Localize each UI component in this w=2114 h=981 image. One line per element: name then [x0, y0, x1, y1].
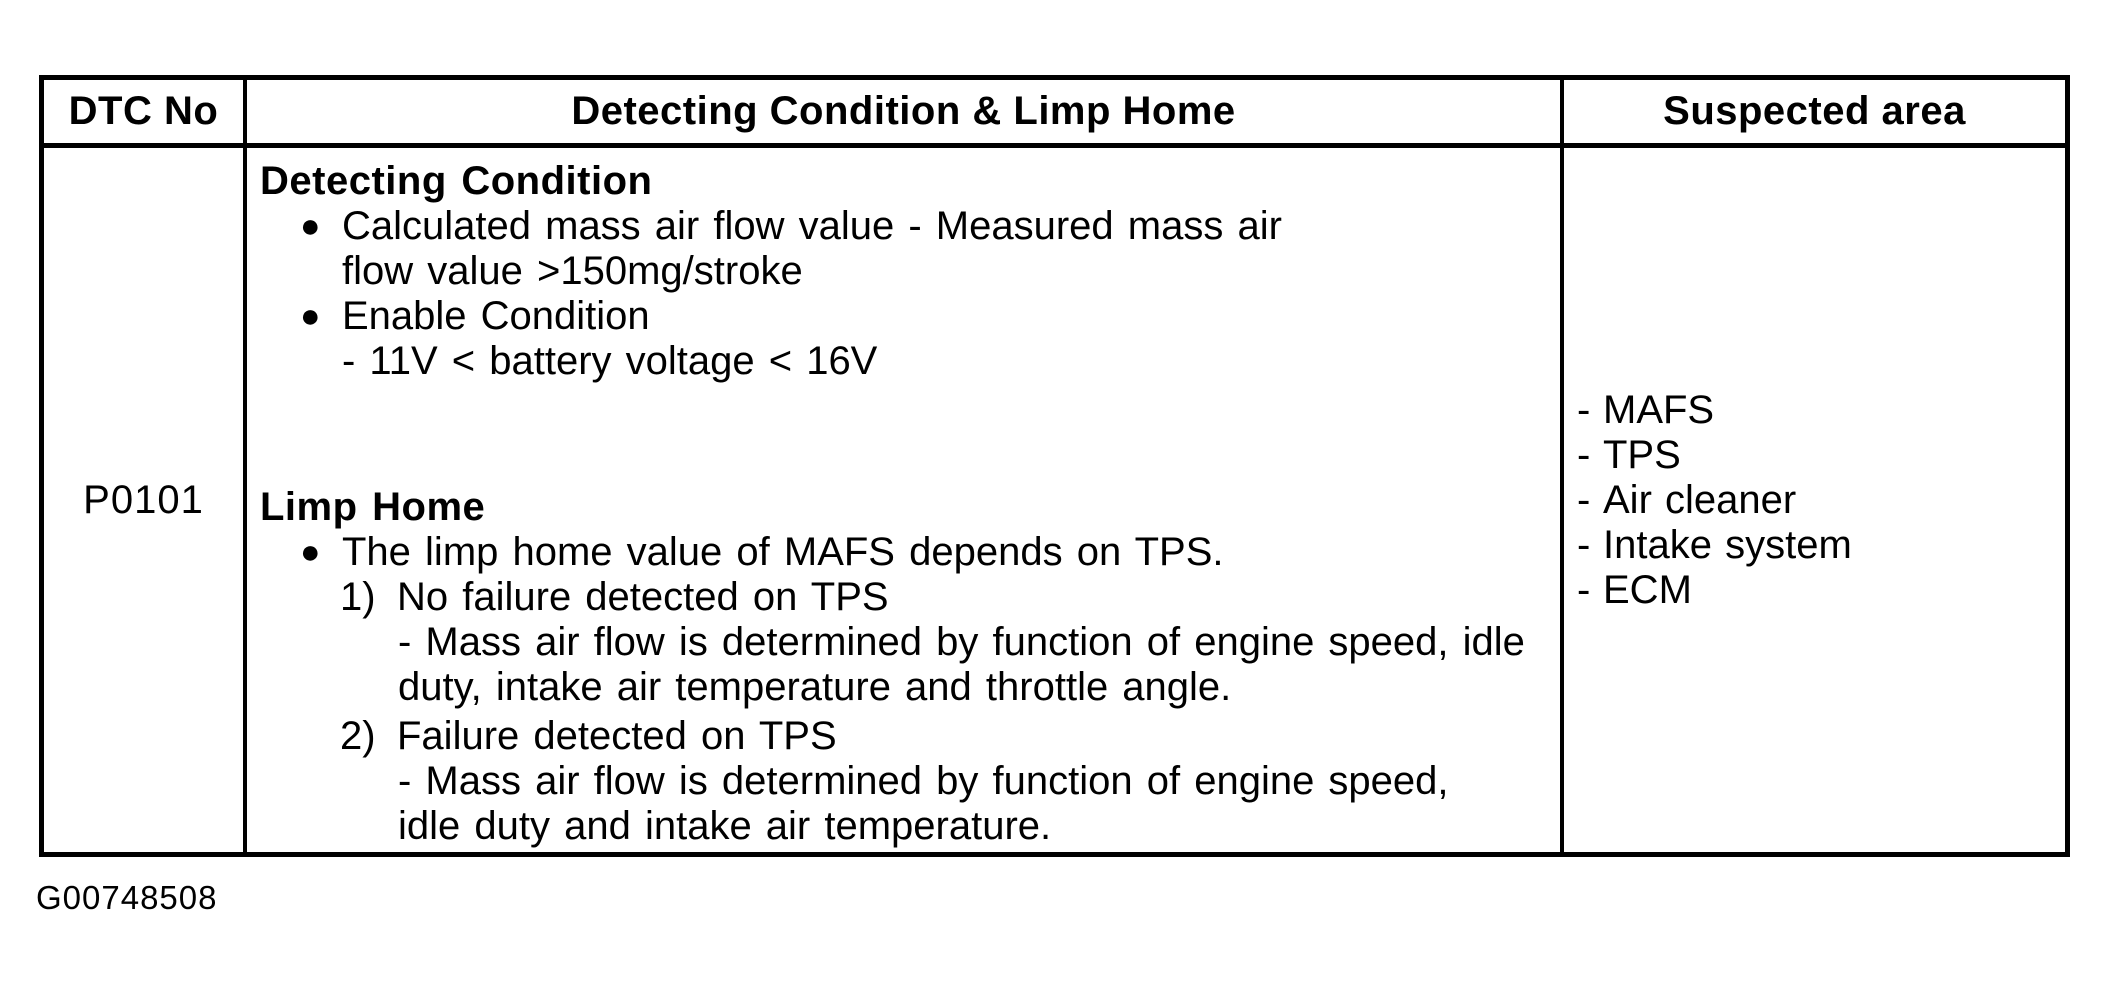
- detecting-bullet-item: [247, 204, 1560, 294]
- header-suspected-area: Suspected area: [1564, 80, 2065, 148]
- dash-icon: -: [1577, 567, 1591, 612]
- suspected-area-label: TPS: [1603, 432, 1681, 477]
- header-dtc-no: DTC No: [44, 80, 247, 148]
- text-line: Enable Condition: [342, 294, 650, 338]
- text-line: - Mass air flow is determined by function of engine speed,: [398, 759, 1449, 803]
- text-line: duty, intake air temperature and throttle angle.: [398, 665, 1232, 709]
- dtc-code-cell: P0101: [44, 148, 247, 852]
- suspected-area-item: [1577, 478, 2065, 523]
- suspected-area-label: ECM: [1603, 567, 1692, 612]
- item-number: 2): [340, 714, 376, 758]
- text-line: - 11V < battery voltage < 16V: [342, 339, 878, 383]
- header-detecting-condition-limp-home: Detecting Condition & Limp Home: [247, 80, 1564, 148]
- dtc-table: [39, 75, 2070, 857]
- text-line: - Mass air flow is determined by function of engine speed, idle: [398, 620, 1525, 664]
- suspected-area-label: Intake system: [1603, 522, 1852, 567]
- dash-icon: -: [1577, 387, 1591, 432]
- suspected-area-item: [1577, 568, 2065, 613]
- figure-id: G00748508: [36, 879, 218, 916]
- numbered-item-2: [247, 714, 1560, 759]
- text-line: Calculated mass air flow value - Measured mass air: [342, 204, 1282, 248]
- suspected-area-item: [1577, 523, 2065, 568]
- bullet-icon: ●: [300, 533, 321, 571]
- text-line: flow value >150mg/stroke: [342, 249, 803, 293]
- suspected-area-item: [1577, 433, 2065, 478]
- limp-home-bullet-item: [247, 530, 1560, 575]
- bullet-text-lines: [342, 530, 1223, 575]
- dash-icon: -: [1577, 477, 1591, 522]
- bullet-text-lines: [342, 294, 877, 384]
- suspected-area-label: MAFS: [1603, 387, 1715, 432]
- dash-icon: -: [1577, 522, 1591, 567]
- condition-cell: [247, 148, 1564, 852]
- item-text: Failure detected on TPS: [397, 714, 837, 758]
- detecting-bullet-item: [247, 294, 1560, 384]
- suspected-area-cell: [1564, 148, 2065, 852]
- item-text: No failure detected on TPS: [397, 575, 889, 619]
- numbered-item-1: [247, 575, 1560, 620]
- dash-icon: -: [1577, 432, 1591, 477]
- suspected-area-item: [1577, 388, 2065, 433]
- table-header-row: [44, 80, 2065, 148]
- text-line: idle duty and intake air temperature.: [398, 804, 1052, 848]
- bullet-icon: ●: [300, 207, 321, 245]
- detecting-condition-heading: Detecting Condition: [260, 159, 653, 203]
- item-number: 1): [340, 575, 376, 619]
- table-row: [44, 148, 2065, 852]
- bullet-icon: ●: [300, 297, 321, 335]
- suspected-area-label: Air cleaner: [1603, 477, 1797, 522]
- bullet-text-lines: [342, 204, 1282, 294]
- text-line: The limp home value of MAFS depends on TPS.: [342, 530, 1224, 574]
- limp-home-heading: Limp Home: [260, 485, 486, 529]
